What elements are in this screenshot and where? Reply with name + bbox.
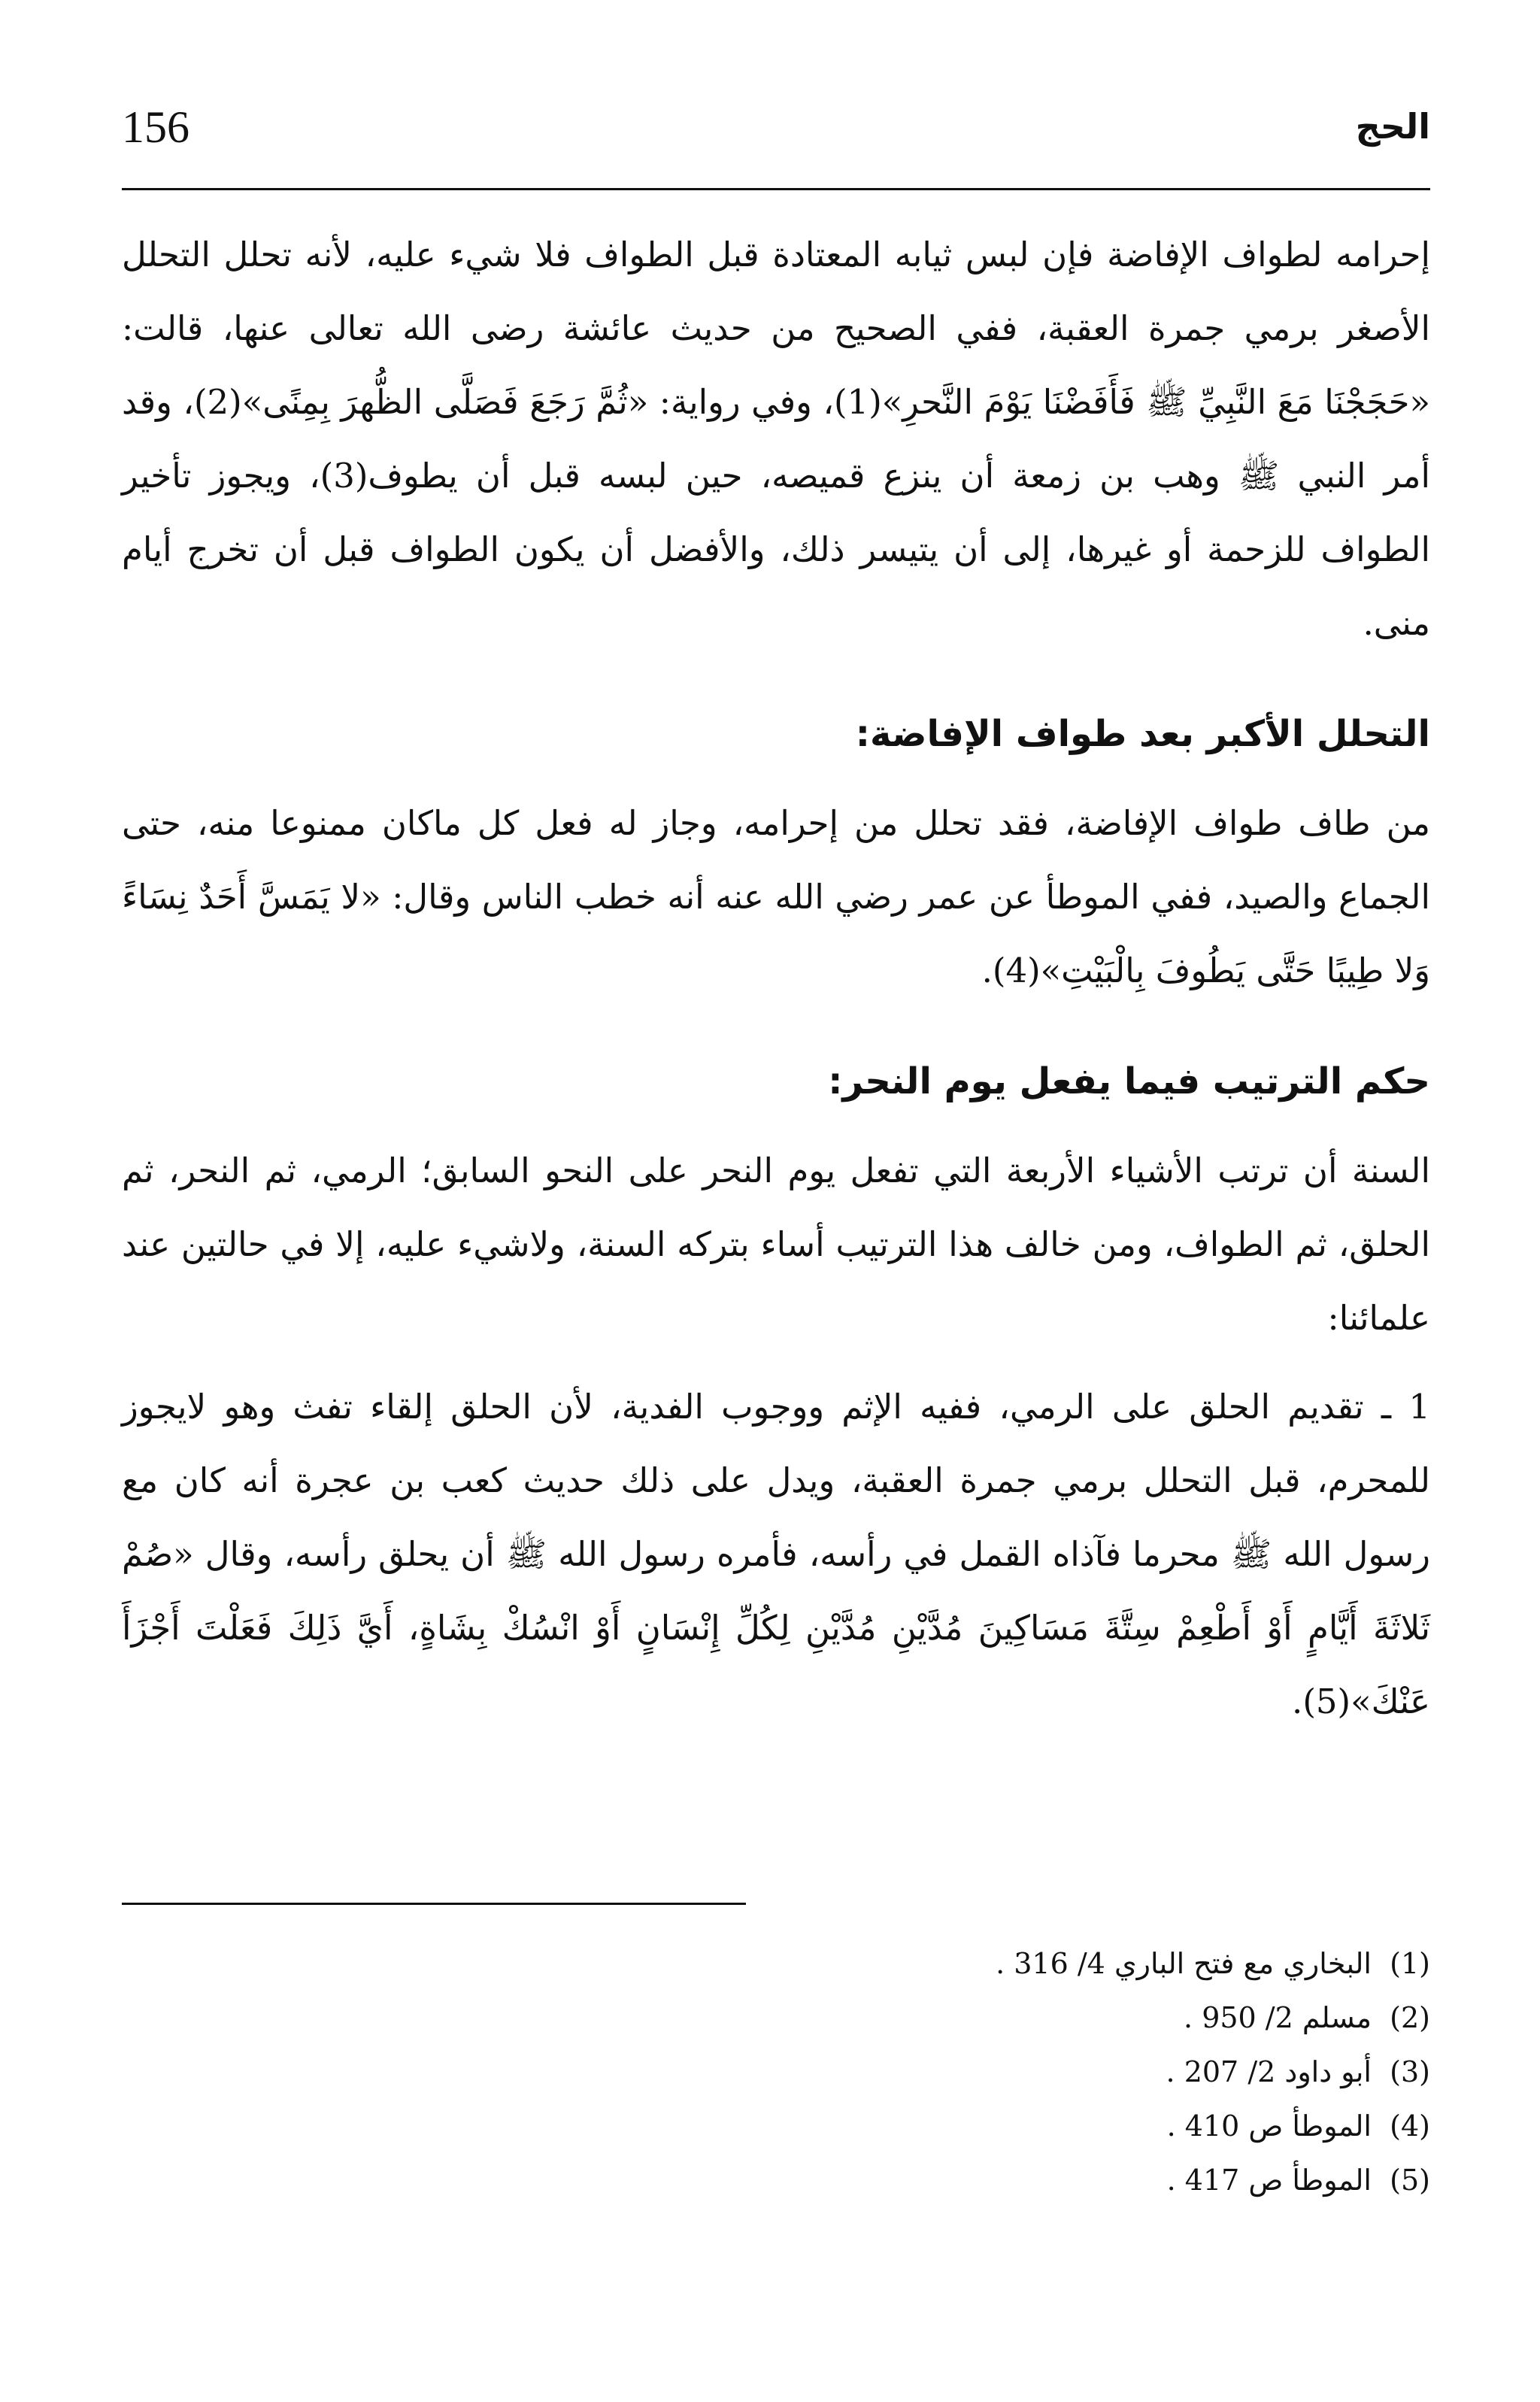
footnote-item [122,1936,1430,1991]
footnote-number: (1) [1390,1947,1430,1980]
footnote-item [122,2099,1430,2153]
main-text [122,218,1430,1739]
page-header [122,94,1430,162]
footnote-item [122,2153,1430,2207]
page-number: 156 [122,102,189,152]
footnote-number: (3) [1390,2055,1430,2088]
footnote-text: الموطأ ص 410 . [1166,2109,1372,2143]
footnote-item [122,2045,1430,2099]
section-heading-2: حكم الترتيب فيما يفعل يوم النحر: [828,1060,1430,1102]
footnote-number: (5) [1390,2164,1430,2197]
book-page [122,0,1430,2402]
header-divider [122,188,1430,190]
running-title: الحج [1355,106,1430,147]
footnotes-list [122,1936,1430,2207]
paragraph-4: 1 ـ تقديم الحلق على الرمي، ففيه الإثم ووجوب الفدية، لأن الحلق إلقاء تفث وهو لايجوز للمحرم، قبل التحلل برمي جمرة العقبة، ويدل على ذلك حديث كعب بن عجرة أنه كان مع رسول الله ﷺ محرما فآذاه القمل في رأسه، فأمره رسول الله ﷺ أن يحلق رأسه، وقال «صُمْ ثَلاثَةَ أَيَّامٍ أَوْ أَطْعِمْ سِتَّةَ مَسَاكِينَ مُدَّيْنِ مُدَّيْنِ لِكُلِّ إِنْسَانٍ أَوْ انْسُكْ بِشَاةٍ، أَيَّ ذَلِكَ فَعَلْتَ أَجْزَأَ عَنْكَ»(5). [122,1387,1430,1721]
footnote-text: الموطأ ص 417 . [1166,2164,1372,2197]
paragraph-1: إحرامه لطواف الإفاضة فإن لبس ثيابه المعتادة قبل الطواف فلا شيء عليه، لأنه تحلل التحلل الأصغر برمي جمرة العقبة، ففي الصحيح من حديث عائشة رضى الله تعالى عنها، قالت: «حَجَجْنَا مَعَ النَّبِيِّ ﷺ فَأَفَضْنَا يَوْمَ النَّحرِ»(1)، وفي رواية: «ثُمَّ رَجَعَ فَصَلَّى الظُّهرَ بِمِنًى»(2)، وقد أمر النبي ﷺ وهب بن زمعة أن ينزع قميصه، حين لبسه قبل أن يطوف(3)، ويجوز تأخير الطواف للزحمة أو غيرها، إلى أن يتيسر ذلك، والأفضل أن يكون الطواف قبل أن تخرج أيام منى. [122,235,1431,643]
footnote-text: أبو داود 2/ 207 . [1166,2055,1372,2088]
footnote-number: (4) [1390,2109,1430,2143]
footnote-divider [122,1903,746,1905]
section-heading-1: التحلل الأكبر بعد طواف الإفاضة: [855,713,1430,755]
paragraph-2: من طاف طواف الإفاضة، فقد تحلل من إحرامه، وجاز له فعل كل ماكان ممنوعا منه، حتى الجماع والصيد، ففي الموطأ عن عمر رضي الله عنه أنه خطب الناس وقال: «لا يَمَسَّ أَحَدٌ نِسَاءً وَلا طِيبًا حَتَّى يَطُوفَ بِالْبَيْتِ»(4). [122,803,1430,990]
footnote-number: (2) [1390,2001,1430,2034]
footnote-text: البخاري مع فتح الباري 4/ 316 . [996,1947,1372,1980]
paragraph-3: السنة أن ترتب الأشياء الأربعة التي تفعل يوم النحر على النحو السابق؛ الرمي، ثم النحر، ثم الحلق، ثم الطواف، ومن خالف هذا الترتيب أساء بتركه السنة، ولاشيء عليه، إلا في حالتين عند علمائنا: [122,1151,1430,1338]
footnote-item [122,1991,1430,2045]
footnote-text: مسلم 2/ 950 . [1184,2001,1372,2034]
